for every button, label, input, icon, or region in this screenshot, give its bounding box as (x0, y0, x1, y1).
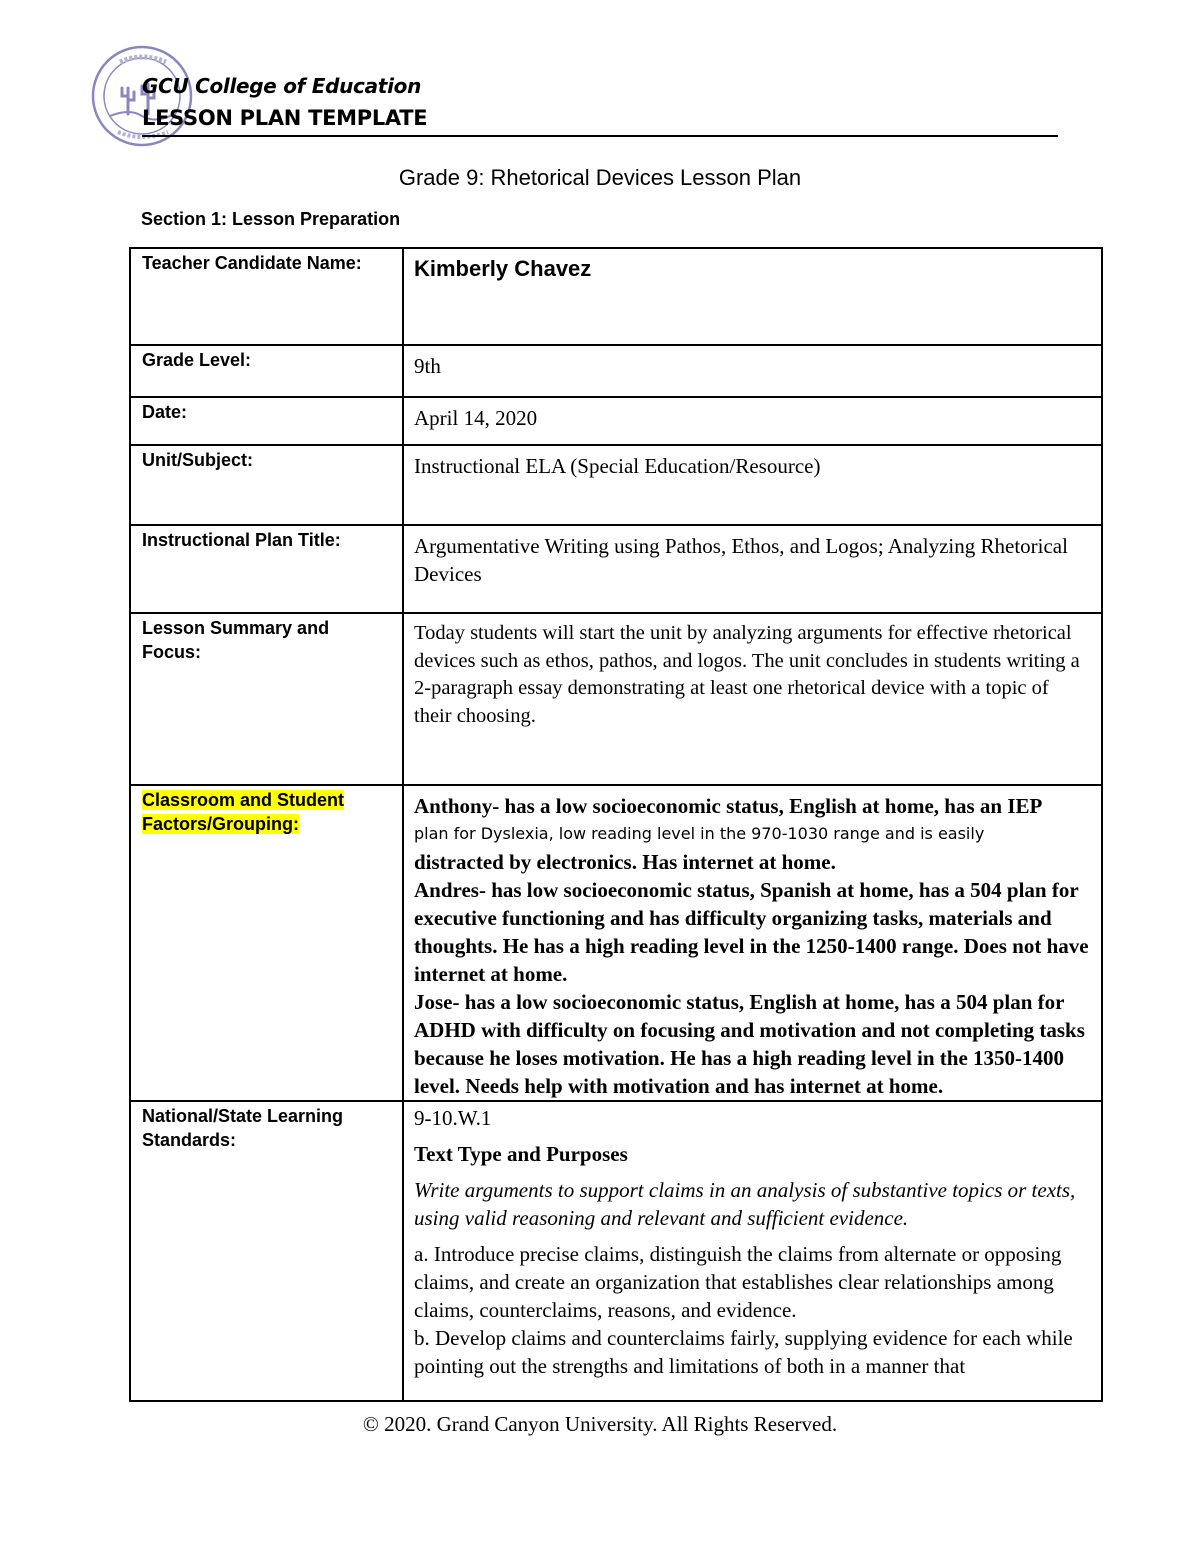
standards-content (414, 1104, 1091, 1398)
standard-claim: Write arguments to support claims in an analysis of substantive topics or texts, using valid reasoning and relevant and sufficient evidence. (414, 1178, 1076, 1230)
unit-label: Unit/Subject: (130, 445, 403, 525)
date-label: Date: (130, 397, 403, 445)
standard-b: b. Develop claims and counterclaims fairly, supplying evidence for each while pointing out the strengths and limitations of both in a manner that (414, 1326, 1073, 1378)
anthony-line-2: plan for Dyslexia, low reading level in the 970-1030 range and is easily (414, 824, 985, 843)
standard-a: a. Introduce precise claims, distinguish the claims from alternate or opposing claims, and create an organization that establishes clear relationships among claims, counterclaims, reasons, and evidence. (414, 1242, 1062, 1322)
section-title: Section 1: Lesson Preparation (141, 209, 401, 229)
summary-label: Lesson Summary and Focus: (130, 613, 403, 785)
college-name: GCU College of Education (142, 74, 422, 98)
table-row (130, 1101, 1102, 1401)
jose-factors: Jose- has a low socioeconomic status, English at home, has a 504 plan for ADHD with difficulty on focusing and motivation and not completing tasks because he loses motivation. He has a high reading level in the 1350-1400 level. Needs help with motivation and has internet at home. (414, 990, 1085, 1098)
grade-label: Grade Level: (130, 345, 403, 397)
header-rule (142, 135, 1058, 137)
anthony-line-1: Anthony- has a low socioeconomic status, English at home, has an IEP (414, 794, 1043, 818)
lesson-plan-table (129, 247, 1103, 1402)
summary-value: Today students will start the unit by analyzing arguments for effective rhetorical devices such as ethos, pathos, and logos. The unit concludes in students writing a 2-paragraph essay demonstrating at least one rhetorical device with a topic of their choosing. (403, 613, 1102, 785)
standard-type: Text Type and Purposes (414, 1142, 628, 1166)
document-header (90, 44, 1060, 144)
table-row (130, 345, 1102, 397)
copyright-footer: © 2020. Grand Canyon University. All Rights Reserved. (362, 1412, 838, 1436)
standards-value (403, 1101, 1102, 1401)
teacher-label: Teacher Candidate Name: (130, 248, 403, 345)
plan-title-label: Instructional Plan Title: (130, 525, 403, 613)
table-row (130, 785, 1102, 1101)
standards-label: National/State Learning Standards: (130, 1101, 403, 1401)
grade-value: 9th (403, 345, 1102, 397)
plan-title-value: Argumentative Writing using Pathos, Ethos, and Logos; Analyzing Rhetorical Devices (403, 525, 1102, 613)
table-row (130, 445, 1102, 525)
template-title: LESSON PLAN TEMPLATE (142, 106, 428, 130)
table-row (130, 397, 1102, 445)
andres-factors: Andres- has low socioeconomic status, Spanish at home, has a 504 plan for executive functioning and has difficulty organizing tasks, materials and thoughts. He has a high reading level in the 1250-1400 range. Does not have internet at home. (414, 878, 1089, 986)
table-row (130, 613, 1102, 785)
factors-value (403, 785, 1102, 1101)
table-row (130, 525, 1102, 613)
factors-label-cell (130, 785, 403, 1101)
factors-label: Classroom and Student Factors/Grouping: (142, 790, 345, 834)
teacher-value (403, 248, 1102, 345)
standard-code: 9-10.W.1 (414, 1106, 492, 1130)
document-title: Grade 9: Rhetorical Devices Lesson Plan (398, 165, 802, 190)
date-value: April 14, 2020 (403, 397, 1102, 445)
anthony-line-3: distracted by electronics. Has internet at home. (414, 850, 836, 874)
table-row (130, 248, 1102, 345)
unit-value: Instructional ELA (Special Education/Resource) (403, 445, 1102, 525)
teacher-name: Kimberly Chavez (414, 256, 592, 281)
